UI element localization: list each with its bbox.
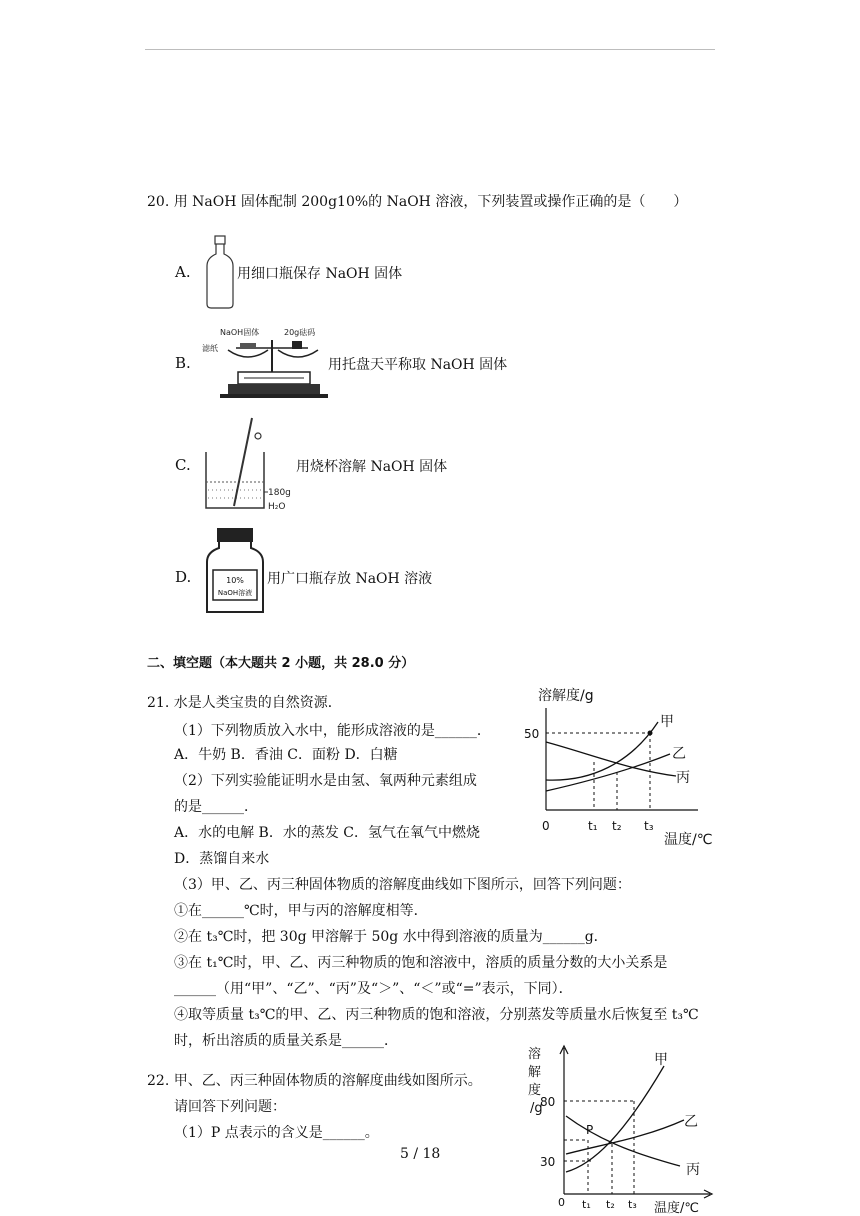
- page-number: 5 / 18: [400, 1146, 441, 1162]
- q22-y-label-4: /g: [530, 1101, 543, 1116]
- weight-label: 20g砝码: [284, 328, 316, 337]
- water-formula-label: H₂O: [268, 502, 286, 512]
- narrow-mouth-bottle-illustration: [203, 234, 237, 310]
- q21-line-10: ②在 t₃℃时，把 30g 甲溶解于 50g 水中得到溶液的质量为______g．: [174, 929, 608, 945]
- q21-line-3: A．牛奶 B．香油 C．面粉 D．白糖: [174, 747, 398, 763]
- naoh-solid-label: NaOH固体: [220, 328, 260, 337]
- q21-solubility-chart: [520, 684, 720, 850]
- q22-x-tick-t2: t₂: [606, 1198, 615, 1211]
- header-rule: [145, 49, 715, 50]
- q21-line-4: （2）下列实验能证明水是由氢、氧两种元素组成: [174, 773, 477, 789]
- q21-point-t3: [648, 731, 653, 736]
- q21-x-axis-label: 温度/℃: [664, 832, 713, 848]
- q20-stem: 20. 用 NaOH 固体配制 200g10%的 NaOH 溶液，下列装置或操作正确的是（ ）: [147, 194, 688, 210]
- bottle-label-line1: 10%: [226, 576, 244, 585]
- q22-label-bing: 丙: [686, 1162, 700, 1178]
- filter-paper-label: 滤纸: [202, 344, 218, 353]
- q21-curve-jia: [546, 722, 658, 780]
- q21-label-jia: 甲: [660, 714, 674, 730]
- q21-x-tick-t3: t₃: [644, 819, 654, 833]
- q21-label-bing: 丙: [676, 770, 690, 786]
- q21-line-6: A．水的电解 B．水的蒸发 C．氢气在氧气中燃烧: [174, 825, 481, 841]
- q21-line-2: （1）下列物质放入水中，能形成溶液的是______．: [174, 723, 491, 739]
- q20-option-a-text: 用细口瓶保存 NaOH 固体: [237, 266, 403, 282]
- q22-x-tick-t1: t₁: [582, 1198, 591, 1211]
- q20-option-b-text: 用托盘天平称取 NaOH 固体: [328, 357, 508, 373]
- q22-label-jia: 甲: [654, 1052, 668, 1068]
- q22-line-3: （1）P 点表示的含义是______。: [174, 1125, 379, 1141]
- q22-point-label: P: [586, 1123, 594, 1137]
- q20-option-b-letter: B.: [175, 354, 191, 372]
- bottle-label-line2: NaOH溶液: [217, 589, 253, 597]
- q20-option-c-text: 用烧杯溶解 NaOH 固体: [296, 459, 448, 475]
- section-heading: 二、填空题（本大题共 2 小题，共 28.0 分）: [147, 656, 415, 671]
- q22-x-tick-t3: t₃: [628, 1198, 637, 1211]
- q22-x-axis-label: 温度/℃: [654, 1201, 699, 1216]
- q21-line-1: 21. 水是人类宝贵的自然资源．: [147, 695, 342, 711]
- q21-line-14: 时，析出溶质的质量关系是______．: [174, 1033, 398, 1049]
- q21-line-13: ④取等质量 t₃℃的甲、乙、丙三种物质的饱和溶液，分别蒸发等质量水后恢复至 t₃℃: [174, 1007, 699, 1023]
- q22-line-2: 请回答下列问题：: [174, 1099, 286, 1115]
- q22-solubility-chart: [524, 1044, 720, 1216]
- q22-origin-label: 0: [558, 1196, 565, 1209]
- q20-option-c-letter: C.: [175, 456, 191, 474]
- q22-curve-jia: [566, 1066, 664, 1172]
- q21-label-yi: 乙: [672, 746, 686, 762]
- q21-x-tick-t1: t₁: [588, 819, 598, 833]
- q21-curve-yi: [546, 754, 670, 791]
- q21-line-5: 的是______．: [174, 799, 258, 815]
- q21-line-8: （3）甲、乙、丙三种固体物质的溶解度曲线如下图所示，回答下列问题：: [174, 877, 631, 893]
- wide-mouth-bottle-illustration: [203, 526, 267, 618]
- q21-line-12: ______（用“甲”、“乙”、“丙”及“＞”、“＜”或“=”表示，下同）．: [174, 981, 573, 997]
- q21-y-axis-label: 溶解度/g: [538, 688, 594, 704]
- q21-line-11: ③在 t₁℃时，甲、乙、丙三种物质的饱和溶液中，溶质的质量分数的大小关系是: [174, 955, 668, 971]
- beaker-illustration: [198, 412, 294, 514]
- q22-line-1: 22. 甲、乙、丙三种固体物质的溶解度曲线如图所示。: [147, 1073, 482, 1089]
- q20-option-a-letter: A.: [175, 263, 191, 281]
- water-mass-label: 180g: [268, 488, 291, 498]
- q22-y-label-3: 度: [528, 1083, 542, 1098]
- q22-y-label-1: 溶: [528, 1047, 542, 1062]
- q20-option-d-letter: D.: [175, 568, 192, 586]
- q22-y-label-2: 解: [528, 1065, 542, 1080]
- q22-label-yi: 乙: [684, 1114, 698, 1130]
- q21-line-7: D．蒸馏自来水: [174, 851, 270, 867]
- q21-x-tick-t2: t₂: [612, 819, 622, 833]
- q20-option-d-text: 用广口瓶存放 NaOH 溶液: [267, 571, 433, 587]
- balance-illustration: [200, 324, 328, 400]
- q21-y-tick-50: 50: [524, 727, 540, 741]
- q22-y-tick-80: 80: [540, 1095, 556, 1109]
- q22-y-tick-30: 30: [540, 1155, 556, 1169]
- q21-line-9: ①在______℃时，甲与丙的溶解度相等．: [174, 903, 428, 919]
- q22-curve-bing: [566, 1116, 680, 1166]
- q21-origin-label: 0: [542, 819, 550, 833]
